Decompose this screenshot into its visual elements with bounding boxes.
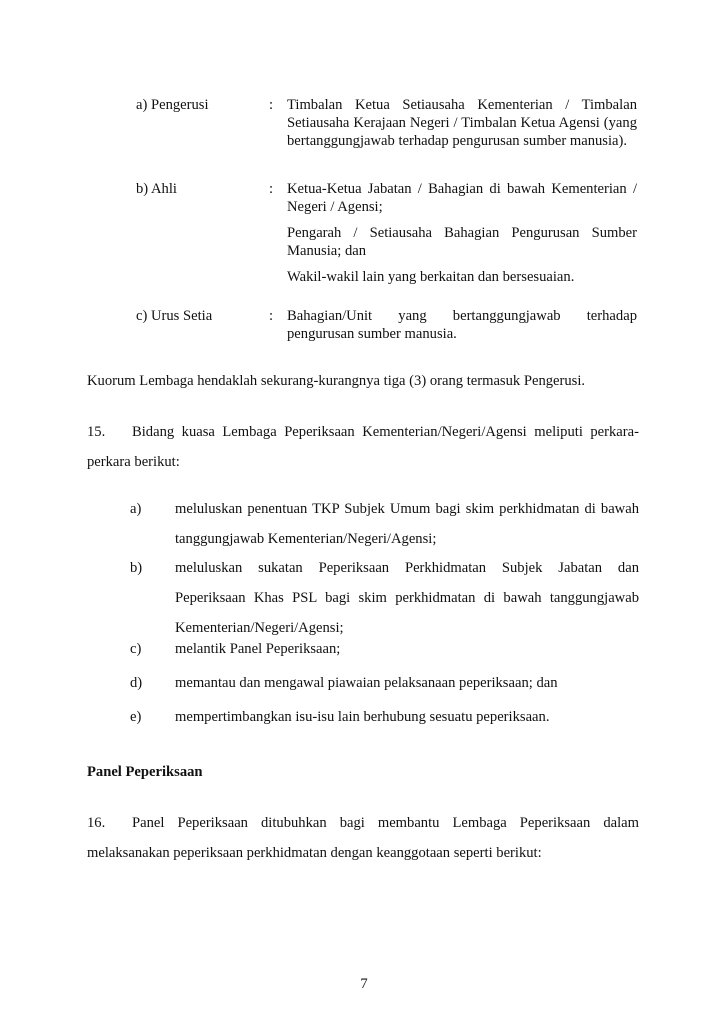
list-text: mempertimbangkan isu-isu lain berhubung sesuatu peperiksaan. (175, 709, 550, 725)
section-16-paragraph (87, 808, 639, 868)
list-letter: e) (130, 709, 142, 725)
list-text: melantik Panel Peperiksaan; (175, 641, 341, 657)
list-letter: c) (130, 641, 142, 657)
section-text: Panel Peperiksaan ditubuhkan bagi membantu Lembaga Peperiksaan dalam melaksanakan peperiksaan perkhidmatan dengan keanggotaan seperti berikut: (87, 815, 639, 861)
membership-paragraph: Bahagian/Unit yang bertanggungjawab terhadap pengurusan sumber manusia. (287, 308, 637, 342)
list-text: meluluskan penentuan TKP Subjek Umum bagi skim perkhidmatan di bawah tanggungjawab Kementerian/Negeri/Agensi; (175, 501, 639, 547)
section-heading: Panel Peperiksaan (87, 764, 203, 780)
list-text: memantau dan mengawal piawaian pelaksanaan peperiksaan; dan (175, 675, 558, 691)
section-number: 15. (87, 424, 106, 440)
membership-description (287, 307, 637, 351)
list-letter: b) (130, 560, 143, 576)
section-number: 16. (87, 815, 106, 831)
page-number: 7 (360, 976, 368, 992)
membership-colon: : (269, 181, 274, 197)
section-text: Bidang kuasa Lembaga Peperiksaan Kementerian/Negeri/Agensi meliputi perkara-perkara berikut: (87, 424, 639, 470)
membership-colon: : (269, 97, 274, 113)
membership-paragraph: Pengarah / Setiausaha Bahagian Pengurusan Sumber Manusia; dan (287, 225, 637, 259)
membership-paragraph: Wakil-wakil lain yang berkaitan dan bersesuaian. (287, 269, 575, 285)
list-text: meluluskan sukatan Peperiksaan Perkhidmatan Subjek Jabatan dan Peperiksaan Khas PSL bagi skim perkhidmatan di bawah tanggungjawab Kementerian/Negeri/Agensi; (175, 560, 639, 636)
membership-description (287, 180, 637, 294)
membership-label: a) Pengerusi (136, 97, 209, 113)
membership-label: c) Urus Setia (136, 308, 213, 324)
quorum-paragraph: Kuorum Lembaga hendaklah sekurang-kurangnya tiga (3) orang termasuk Pengerusi. (87, 373, 586, 389)
membership-colon: : (269, 308, 274, 324)
membership-paragraph: Ketua-Ketua Jabatan / Bahagian di bawah Kementerian / Negeri / Agensi; (287, 181, 637, 215)
list-letter: a) (130, 501, 142, 517)
membership-label: b) Ahli (136, 181, 177, 197)
membership-description (287, 96, 637, 158)
section-15-paragraph (87, 417, 639, 477)
membership-paragraph: Timbalan Ketua Setiausaha Kementerian / Timbalan Setiausaha Kerajaan Negeri / Timbalan Ketua Agensi (yang bertanggungjawab terhadap pengurusan sumber manusia). (287, 97, 637, 149)
list-letter: d) (130, 675, 143, 691)
